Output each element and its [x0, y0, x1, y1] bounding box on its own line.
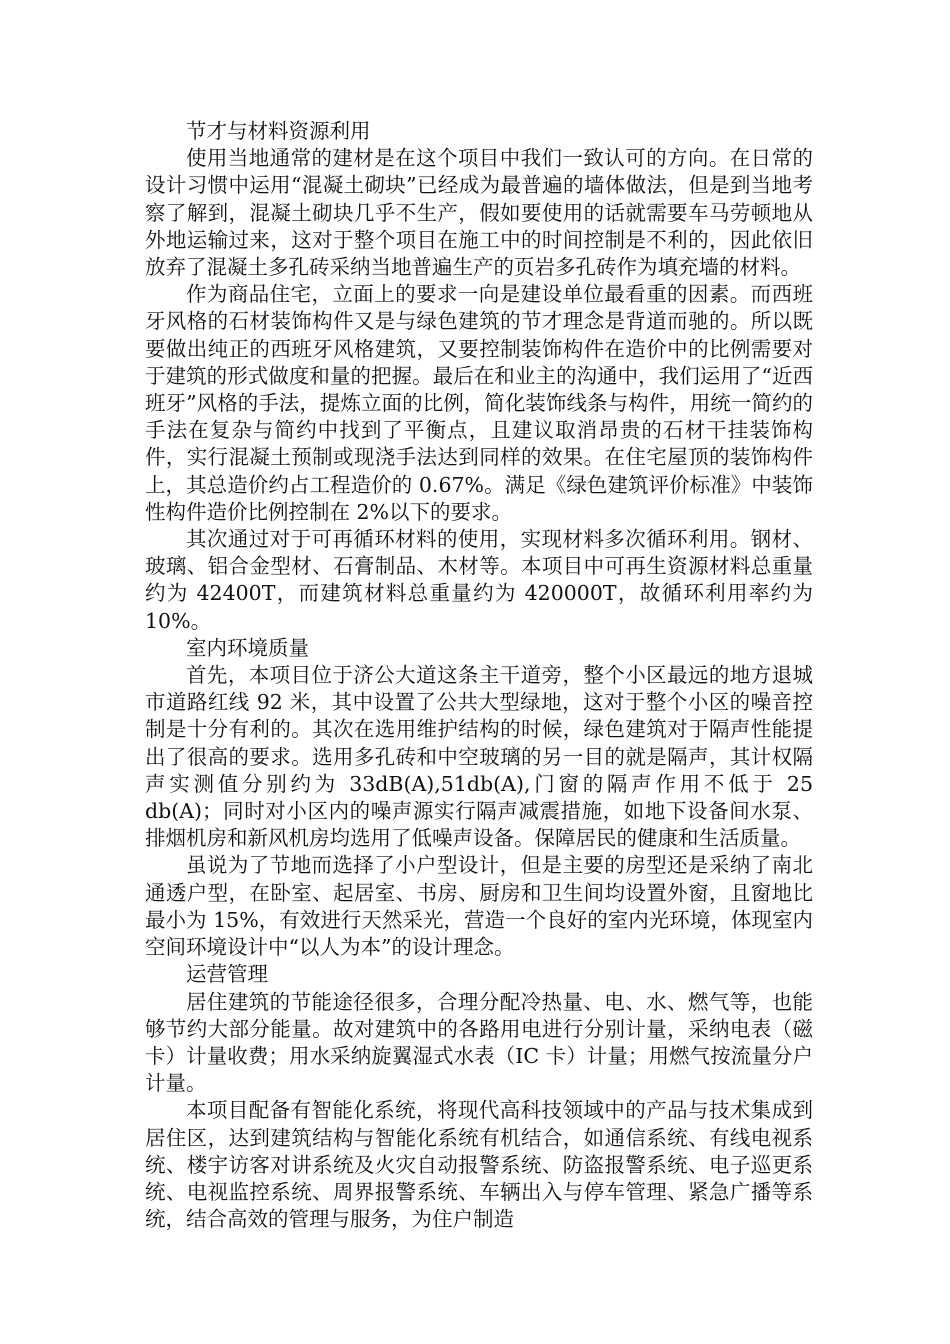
- section-heading-operations: 运营管理: [186, 962, 268, 987]
- paragraph: 其次通过对于可再循环材料的使用，实现材料多次循环利用。钢材、玻璃、铝合金型材、石膏制品、木材等。本项目中可再生资源材料总重量约为 42400T，而建筑材料总重量约为 420000T，故循环利用率约为 10%。: [145, 527, 813, 633]
- paragraph: 使用当地通常的建材是在这个项目中我们一致认可的方向。在日常的设计习惯中运用“混凝土砌块”已经成为最普遍的墙体做法，但是到当地考察了解到，混凝土砌块几乎不生产，假如要使用的话就需要车马劳顿地从外地运输过来，这对于整个项目在施工中的时间控制是不利的，因此依旧放弃了混凝土多孔砖采纳当地普遍生产的页岩多孔砖作为填充墙的材料。: [145, 146, 813, 280]
- section-heading-indoor-environment: 室内环境质量: [186, 635, 309, 660]
- paragraph: 居住建筑的节能途径很多，合理分配冷热量、电、水、燃气等，也能够节约大部分能量。故对建筑中的各路用电进行分别计量，采纳电表（磁卡）计量收费；用水采纳旋翼湿式水表（IC 卡）计量；用燃气按流量分户计量。: [145, 989, 813, 1096]
- section-heading-materials: 节才与材料资源利用: [186, 119, 371, 143]
- paragraph: 首先，本项目位于济公大道这条主干道旁，整个小区最远的地方退城市道路红线 92 米，其中设置了公共大型绿地，这对于整个小区的噪音控制是十分有利的。其次在选用维护结构的时候，绿色建筑对于隔声性能提出了很高的要求。选用多孔砖和中空玻璃的另一目的就是隔声，其计权隔声实测值分别约为 33dB(A),51db(A),门窗的隔声作用不低于 25 db(A)；同时对小区内的噪声源实行隔声减震措施，如地下设备间水泵、排烟机房和新风机房均选用了低噪声设备。保障居民的健康和生活质量。: [145, 663, 813, 851]
- paragraph: 虽说为了节地而选择了小户型设计，但是主要的房型还是采纳了南北通透户型，在卧室、起居室、书房、厨房和卫生间均设置外窗，且窗地比最小为 15%，有效进行天然采光，营造一个良好的室内光环境，体现室内空间环境设计中“以人为本”的设计理念。: [145, 853, 813, 960]
- paragraph: 作为商品住宅，立面上的要求一向是建设单位最看重的因素。而西班牙风格的石材装饰构件又是与绿色建筑的节才理念是背道而驰的。所以既要做出纯正的西班牙风格建筑，又要控制装饰构件在造价中的比例需要对于建筑的形式做度和量的把握。最后在和业主的沟通中，我们运用了“近西班牙”风格的手法，提炼立面的比例，简化装饰线条与构件，用统一简约的手法在复杂与简约中找到了平衡点，且建议取消昂贵的石材干挂装饰构件，实行混凝土预制或现浇手法达到同样的效果。在住宅屋顶的装饰构件上，其总造价约占工程造价的 0.67%。满足《绿色建筑评价标准》中装饰性构件造价比例控制在 2%以下的要求。: [145, 282, 813, 524]
- document-body: [145, 118, 813, 1233]
- paragraph: 本项目配备有智能化系统，将现代高科技领域中的产品与技术集成到居住区，达到建筑结构与智能化系统有机结合，如通信系统、有线电视系统、楼宇访客对讲系统及火灾自动报警系统、防盗报警系统、电子巡更系统、电视监控系统、周界报警系统、车辆出入与停车管理、紧急广播等系统，结合高效的管理与服务，为住户制造: [145, 1098, 813, 1232]
